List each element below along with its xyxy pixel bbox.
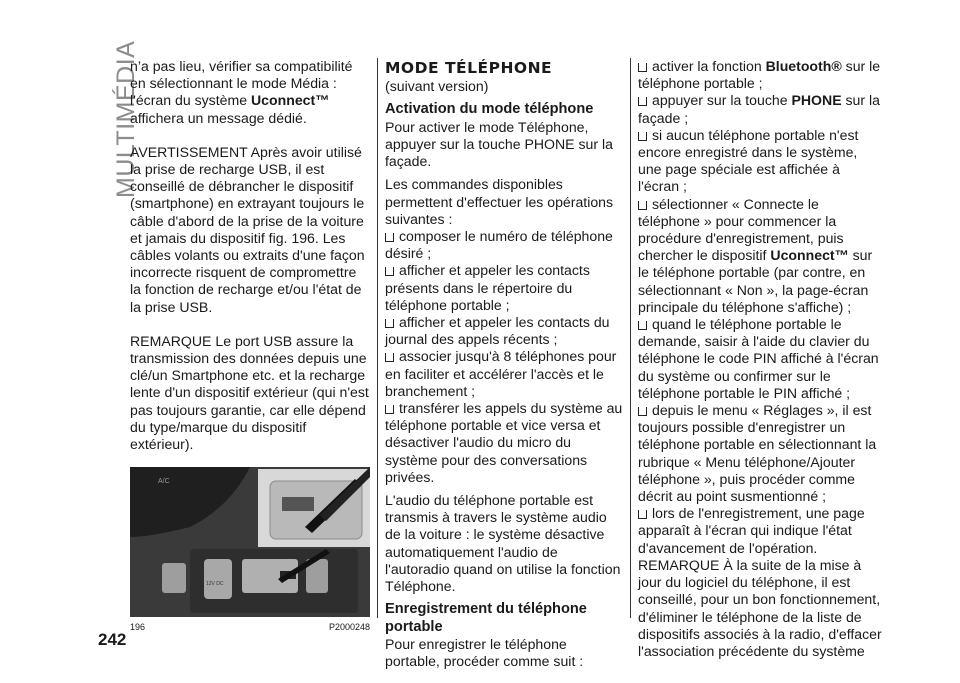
figure-code: P2000248 (328, 622, 370, 633)
paragraph-compatibility: n’a pas lieu, vérifier sa compatibilité en sélectionnant le mode Média : l'écran du système Uconnect™ affichera un message dédié. (130, 58, 353, 126)
bullet-box-icon (638, 97, 647, 106)
list-item: composer le numéro de téléphone désiré ; (385, 227, 613, 262)
list-item: activer la fonction Bluetooth® sur le téléphone portable ; (638, 58, 881, 92)
bullet-box-icon (638, 321, 647, 330)
figure-usb-port (130, 467, 370, 617)
list-item: afficher et appeler les contacts présents dans le répertoire du téléphone portable ; (385, 262, 590, 313)
paragraph-remark-update: REMARQUE À la suite de la mise à jour du logiciel du téléphone, il est conseillé, pour un bon fonctionnement, d'éliminer le téléphone de la liste de dispositifs associés à la radio, d'effacer l'association précédente du système (638, 556, 882, 659)
12v-dc-label: 12V DC (206, 581, 224, 588)
list-item: transférer les appels du système au téléphone portable et vice versa et désactiver l'audio du micro du système pour des conversations privées. (385, 399, 623, 485)
bullet-box-icon (638, 132, 647, 141)
heading-registration: Enregistrement du téléphone portable (385, 601, 587, 635)
list-item: associer jusqu'à 8 téléphones pour en faciliter et accélérer l'accès et le branchement ; (385, 348, 617, 399)
page-number: 242 (98, 630, 127, 649)
bullet-box-icon (638, 63, 647, 72)
phone-key-term: PHONE (791, 92, 842, 109)
heading-phone-mode: MODE TÉLÉPHONE (385, 59, 553, 77)
paragraph-audio: L'audio du téléphone portable est transmis à travers le système audio de la voiture : le système désactive automatiquement l'audio de l'autoradio quand on utilise la fonction Téléphone. (385, 491, 621, 594)
paragraph-commands: Les commandes disponibles permettent d'effectuer les opérations suivantes : (385, 176, 614, 227)
column-1 (130, 58, 370, 636)
column-divider-1 (377, 58, 378, 618)
list-item: si aucun téléphone portable n'est encore enregistré dans le système, une page spéciale est affichée à l'écran ; (638, 126, 859, 195)
bullet-box-icon (638, 407, 647, 416)
column-2 (385, 58, 623, 671)
bullet-box-icon (638, 201, 647, 210)
section-title-text: MULTIMÉDIA (112, 40, 140, 198)
column-3 (638, 58, 884, 660)
paragraph-registration: Pour enregistrer le téléphone portable, procéder comme suit : (385, 636, 584, 670)
bullet-box-icon (638, 510, 647, 519)
heading-activation: Activation du mode téléphone (385, 101, 594, 118)
list-item: appuyer sur la touche PHONE sur la façade ; (638, 92, 880, 126)
paragraph-activation: Pour activer le mode Téléphone, appuyer sur la touche PHONE sur la façade. (385, 118, 613, 170)
figure-number: 196 (130, 622, 146, 633)
usb-port-photo (130, 467, 370, 617)
bullet-box-icon (385, 353, 394, 362)
paragraph-remark-usb: REMARQUE Le port USB assure la transmission des données depuis une clé/un Smartphone etc. et la recharge lente d'un dispositif extérieur (qui n'est pas toujours garantie, car elle dépend du type/marque du dispositif extérieur). (130, 332, 369, 453)
bullet-box-icon (385, 267, 394, 276)
subtitle-version: (suivant version) (385, 78, 489, 94)
figure-caption (130, 619, 370, 636)
list-item: sélectionner « Connecte le téléphone » pour commencer la procédure d'enregistrement, puis chercher le dispositif Uconnect™ sur le téléphone portable (par contre, en sélectionnant « Non », la page-écran principale du téléphone s'affiche) ; (638, 195, 873, 315)
bullet-box-icon (385, 319, 394, 328)
list-item: lors de l'enregistrement, une page apparaît à l'écran qui indique l'état d'avancement de l'opération. (638, 505, 865, 556)
uconnect-brand: Uconnect™ (250, 92, 330, 109)
column-divider-2 (630, 58, 631, 618)
list-item: depuis le menu « Réglages », il est toujours possible d'enregistrer un téléphone portable en sélectionnant la rubrique « Menu téléphone/Ajouter téléphone », puis procéder comme décrit au point susmentionné ; (638, 402, 877, 505)
ac-label: A/C (158, 478, 170, 486)
bluetooth-term: Bluetooth® (765, 58, 842, 74)
bullet-box-icon (385, 405, 394, 414)
uconnect-brand: Uconnect™ (770, 247, 849, 264)
paragraph-warning: AVERTISSEMENT Après avoir utilisé la prise de recharge USB, il est conseillé de débrancher le dispositif (smartphone) en extrayant toujours le câble d'abord de la prise de la voiture et jamais du dispositif fig. 196. Les câbles volants ou extraits d'une façon incorrecte risquent de compromettre la fonction de recharge et/ou l'état de la prise USB. (130, 143, 365, 315)
list-item: quand le téléphone portable le demande, saisir à l'aide du clavier du téléphone le code PIN affiché à l'écran du système ou confirmer sur le téléphone portable le PIN affiché ; (638, 316, 879, 401)
list-item: afficher et appeler les contacts du journal des appels récents ; (385, 313, 610, 348)
section-side-title (78, 40, 140, 198)
bullet-box-icon (385, 233, 394, 242)
